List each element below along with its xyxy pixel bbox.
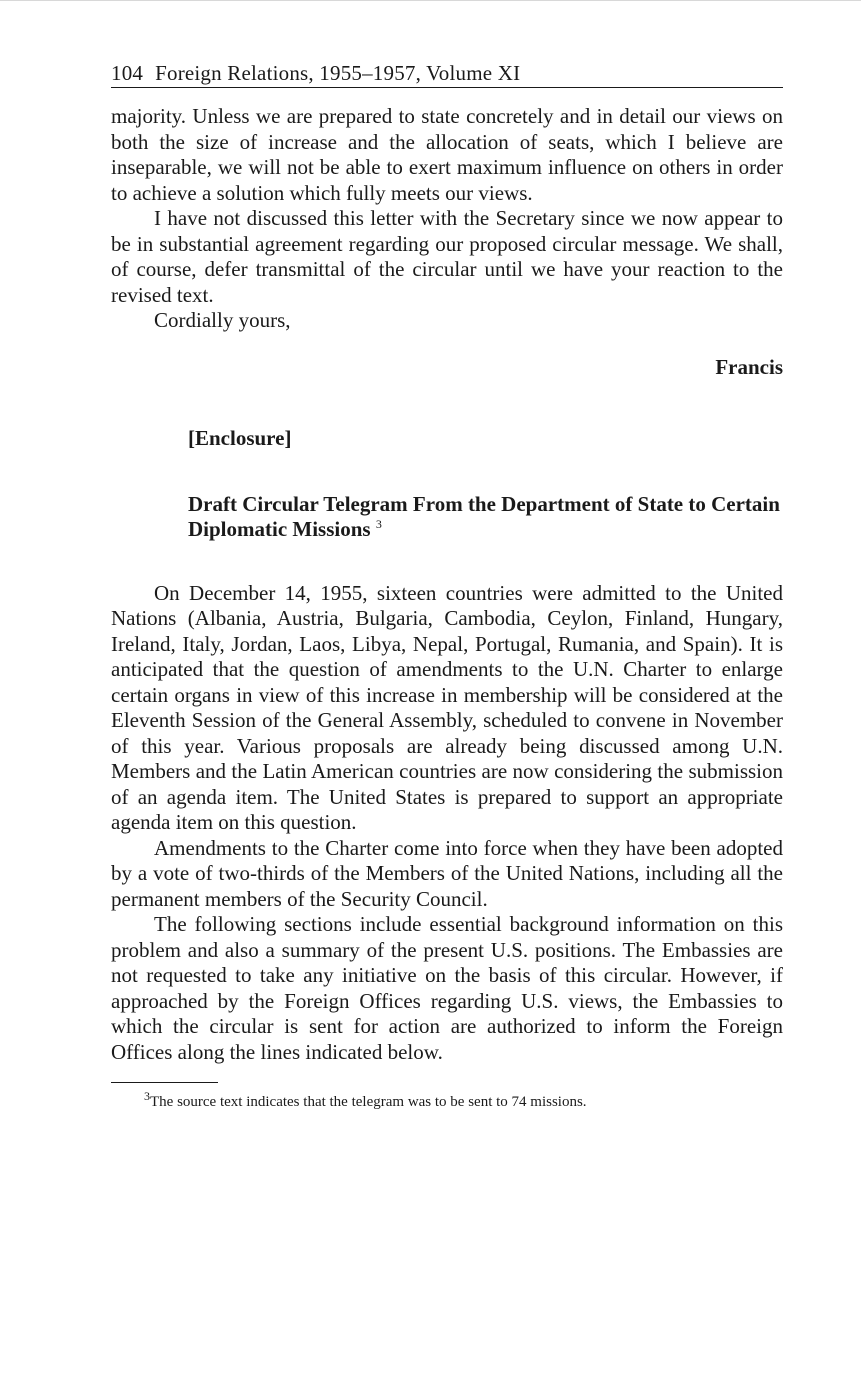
enclosure-paragraph: The following sections include essential background information on this problem and also a summary of the present U.S. positions. The Embassies are not requested to take any initiative on the basis of this circular. However, if approached by the Foreign Offices regarding U.S. views, the Embassies to which the circular is sent for action are authorized to inform the Foreign Offices along the lines indicated below. bbox=[111, 912, 783, 1064]
enclosure-label: [Enclosure] bbox=[188, 426, 292, 450]
running-header bbox=[111, 60, 783, 88]
letter-paragraph-continued: majority. Unless we are prepared to state concretely and in detail our views on both the size of increase and the allocation of seats, which I believe are inseparable, we will not be able to exert maximum influence on others in order to achieve a solution which fully meets our views. bbox=[111, 104, 783, 205]
footnote-divider bbox=[111, 1082, 218, 1083]
footnote-reference: 3 bbox=[375, 517, 382, 531]
letter-paragraph: I have not discussed this letter with the Secretary since we now appear to be in substantial agreement regarding our proposed circular message. We shall, of course, defer transmittal of the circular until we have your reaction to the revised text. bbox=[111, 206, 783, 307]
letter-closing: Cordially yours, bbox=[154, 308, 291, 332]
document-title bbox=[188, 492, 783, 543]
running-title: Foreign Relations, 1955–1957, Volume XI bbox=[155, 61, 521, 85]
document-page bbox=[111, 60, 783, 1112]
letter-signature: Francis bbox=[715, 354, 783, 379]
footnote-number: 3 bbox=[144, 1089, 150, 1103]
scan-top-edge bbox=[0, 0, 861, 1]
footnote-text: The source text indicates that the telegram was to be sent to 74 missions. bbox=[150, 1094, 587, 1110]
page-number: 104 bbox=[111, 61, 144, 85]
footnote bbox=[144, 1089, 783, 1112]
document-title-text: Draft Circular Telegram From the Department of State to Certain Diplomatic Missions bbox=[188, 491, 780, 541]
enclosure-paragraph: On December 14, 1955, sixteen countries were admitted to the United Nations (Albania, Austria, Bulgaria, Cambodia, Ceylon, Finland, Hungary, Ireland, Italy, Jordan, Laos, Libya, Nepal, Portugal, Rumania, and Spain). It is anticipated that the question of amendments to the U.N. Charter to enlarge certain organs in view of this increase in membership will be considered at the Eleventh Session of the General Assembly, scheduled to convene in November of this year. Various proposals are already being discussed among U.N. Members and the Latin American countries are now considering the submission of an agenda item. The United States is prepared to support an appropriate agenda item on this question. bbox=[111, 580, 783, 834]
enclosure-paragraph: Amendments to the Charter come into force when they have been adopted by a vote of two-thirds of the Members of the United Nations, including all the permanent members of the Security Council. bbox=[111, 835, 783, 911]
